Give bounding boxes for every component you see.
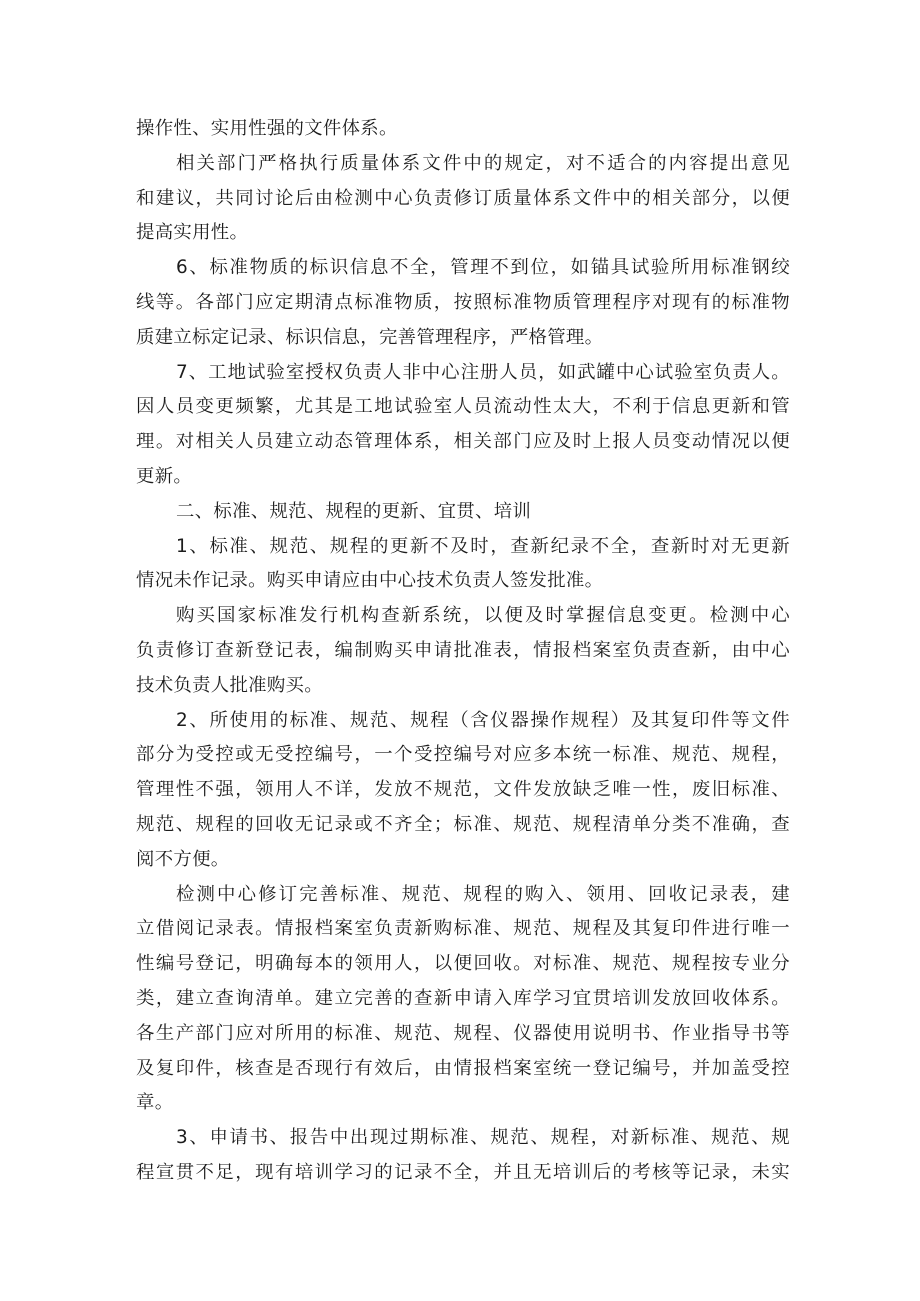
text-line: 相关部门严格执行质量体系文件中的规定，对不适合的内容提出意见 (176, 152, 790, 174)
text-line: 理。对相关人员建立动态管理体系，相关部门应及时上报人员变动情况以便 (136, 431, 790, 453)
text-line: 章。 (136, 1092, 174, 1114)
text-line: 7、工地试验室授权负责人非中心注册人员，如武罐中心试验室负责人。 (176, 361, 790, 383)
text-line: 2、所使用的标准、规范、规程（含仪器操作规程）及其复印件等文件 (176, 709, 790, 731)
text-line: 检测中心修订完善标准、规范、规程的购入、领用、回收记录表，建 (176, 883, 790, 905)
section-heading: 二、标准、规范、规程的更新、宜贯、培训 (176, 500, 532, 522)
text-line: 技术负责人批准购买。 (136, 674, 323, 696)
text-line: 和建议，共同讨论后由检测中心负责修订质量体系文件中的相关部分，以便 (136, 187, 790, 209)
text-line: 规范、规程的回收无记录或不齐全；标准、规范、规程清单分类不准确，查 (136, 813, 790, 835)
text-line: 线等。各部门应定期清点标准物质，按照标准物质管理程序对现有的标准物 (136, 291, 790, 313)
text-line: 部分为受控或无受控编号，一个受控编号对应多本统一标准、规范、规程， (136, 744, 790, 766)
text-line: 1、标准、规范、规程的更新不及时，查新纪录不全，查新时对无更新 (176, 535, 790, 557)
document-body (136, 112, 790, 1191)
text-line: 立借阅记录表。情报档案室负责新购标准、规范、规程及其复印件进行唯一 (136, 918, 790, 940)
text-line: 提高实用性。 (136, 222, 249, 244)
text-line: 程宣贯不足，现有培训学习的记录不全，并且无培训后的考核等记录，未实 (136, 1161, 790, 1183)
text-line: 及复印件，核查是否现行有效后，由情报档案室统一登记编号，并加盖受控 (136, 1057, 790, 1079)
text-line: 各生产部门应对所用的标准、规范、规程、仪器使用说明书、作业指导书等 (136, 1022, 790, 1044)
text-line: 负责修订查新登记表，编制购买申请批准表，情报档案室负责查新，由中心 (136, 639, 790, 661)
text-line: 质建立标定记录、标识信息，完善管理程序，严格管理。 (136, 326, 604, 348)
text-line: 性编号登记，明确每本的领用人，以便回收。对标准、规范、规程按专业分 (136, 953, 790, 975)
text-line: 因人员变更频繁，尤其是工地试验室人员流动性太大，不利于信息更新和管 (136, 396, 790, 418)
text-line: 3、申请书、报告中出现过期标准、规范、规程，对新标准、规范、规 (176, 1127, 790, 1149)
text-line: 更新。 (136, 465, 193, 487)
text-line: 操作性、实用性强的文件体系。 (136, 118, 398, 139)
text-line: 管理性不强，领用人不详，发放不规范，文件发放缺乏唯一性，废旧标准、 (136, 779, 790, 801)
text-line: 情况未作记录。购买申请应由中心技术负责人签发批准。 (136, 570, 604, 592)
text-line: 阅不方便。 (136, 848, 230, 870)
text-line: 6、标准物质的标识信息不全，管理不到位，如锚具试验所用标准钢绞 (176, 257, 790, 279)
text-line: 购买国家标准发行机构查新系统，以便及时掌握信息变更。检测中心 (176, 605, 790, 627)
text-line: 类，建立查询清单。建立完善的查新申请入库学习宜贯培训发放回收体系。 (136, 987, 790, 1009)
